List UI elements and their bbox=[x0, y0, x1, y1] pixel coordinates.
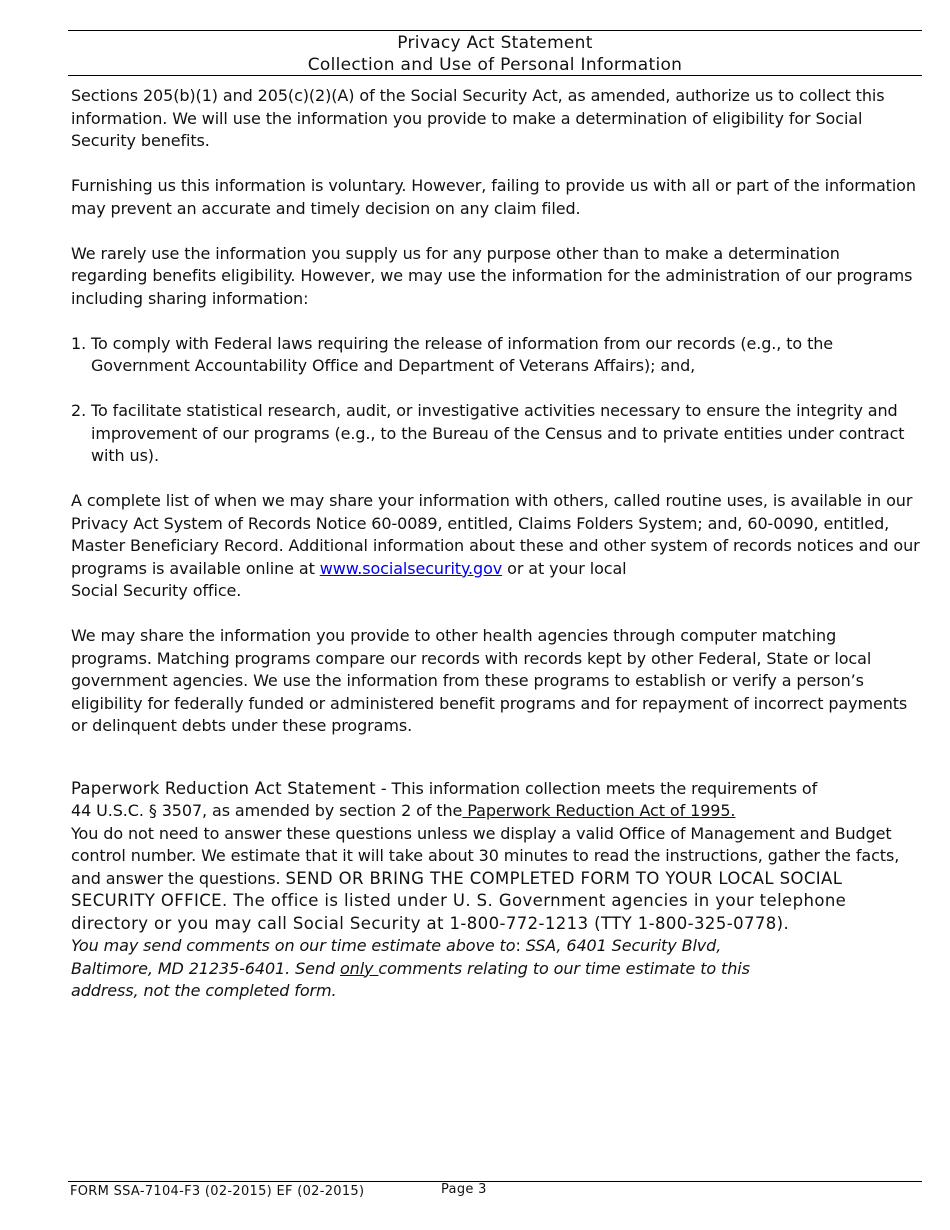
only-emphasis: only bbox=[339, 958, 379, 978]
paperwork-body: You do not need to answer these questions unless we display a valid Office of Management and Budget control number. We estimate that it will take about 30 minutes to read the instructions, gather the facts, and answer the questions. bbox=[71, 823, 900, 888]
ssa-address-1: SSA, 6401 Security Blvd, bbox=[525, 936, 722, 955]
form-identifier: FORM SSA-7104-F3 (02-2015) EF (02-2015) bbox=[70, 1184, 365, 1199]
pra-1995-reference: Paperwork Reduction Act of 1995. bbox=[462, 801, 736, 820]
local-office-text-2: Social Security office. bbox=[71, 581, 242, 600]
ssa-address-2: Baltimore, MD 21235-6401. Send bbox=[71, 958, 340, 978]
colon: : bbox=[515, 936, 526, 955]
list-item-1: 1. To comply with Federal laws requiring the release of information from our records (e.g., to the Government Accountability Office and Department of Veterans Affairs); and, bbox=[71, 333, 834, 375]
page-number: Page 3 bbox=[441, 1182, 487, 1197]
privacy-paragraph-1: Sections 205(b)(1) and 205(c)(2)(A) of the Social Security Act, as amended, authorize us to collect this information. We will use the information you provide to make a determination of eligibility for Social Security benefits. bbox=[71, 86, 885, 150]
send-form-instruction: SEND OR BRING THE COMPLETED FORM TO YOUR LOCAL SOCIAL SECURITY OFFICE. bbox=[71, 868, 843, 910]
phone-directory-text: The office is listed under U. S. Government agencies in your telephone directory or you may call Social Security at 1-800-772-1213 (TTY 1-800-325-0778). bbox=[71, 891, 847, 933]
page-header bbox=[68, 30, 922, 76]
header-subtitle: Collection and Use of Personal Information bbox=[307, 55, 683, 75]
paperwork-title: Paperwork Reduction Act Statement bbox=[71, 778, 376, 798]
privacy-paragraph-2: Furnishing us this information is voluntary. However, failing to provide us with all or part of the information may prevent an accurate and timely decision on any claim filed. bbox=[71, 176, 916, 218]
comments-scope: comments relating to our time estimate to this bbox=[378, 958, 750, 978]
paperwork-intro: - This information collection meets the requirements of bbox=[375, 778, 818, 798]
usc-citation: 44 U.S.C. § 3507, as amended by section 2 of the bbox=[71, 801, 463, 820]
paperwork-statement bbox=[71, 778, 921, 1003]
not-form-note: address, not the completed form. bbox=[71, 981, 337, 1000]
privacy-paragraph-4 bbox=[71, 490, 921, 603]
header-title: Privacy Act Statement bbox=[397, 33, 593, 53]
ssa-website-link[interactable]: www.socialsecurity.gov bbox=[319, 558, 503, 578]
list-item-2: 2. To facilitate statistical research, audit, or investigative activities necessary to ensure the integrity and improvement of our programs (e.g., to the Bureau of the Census and to private entities under contract with us). bbox=[71, 401, 905, 465]
privacy-paragraph-5: We may share the information you provide to other health agencies through computer matching programs. Matching programs compare our records with records kept by other Federal, State or local government agencies. We use the information from these programs to establish or verify a person’s eligibility for federally funded or administered benefit programs and for repayment of incorrect payments or delinquent debts under these programs. bbox=[71, 626, 908, 735]
document-body bbox=[71, 85, 921, 1003]
comments-intro: You may send comments on our time estimate above to bbox=[71, 936, 516, 955]
routine-uses-text: A complete list of when we may share your information with others, called routine uses, is available in our Privacy Act System of Records Notice 60-0089, entitled, Claims Folders System; and, 60-0090, entitled, Master Beneficiary Record. Additional information about these and other system of records notices and our programs is available online at bbox=[71, 491, 920, 578]
local-office-text: or at your local bbox=[502, 558, 627, 578]
footer-divider bbox=[68, 1181, 922, 1182]
privacy-paragraph-3: We rarely use the information you supply us for any purpose other than to make a determination regarding benefits eligibility. However, we may use the information for the administration of our programs including sharing information: bbox=[71, 243, 913, 308]
